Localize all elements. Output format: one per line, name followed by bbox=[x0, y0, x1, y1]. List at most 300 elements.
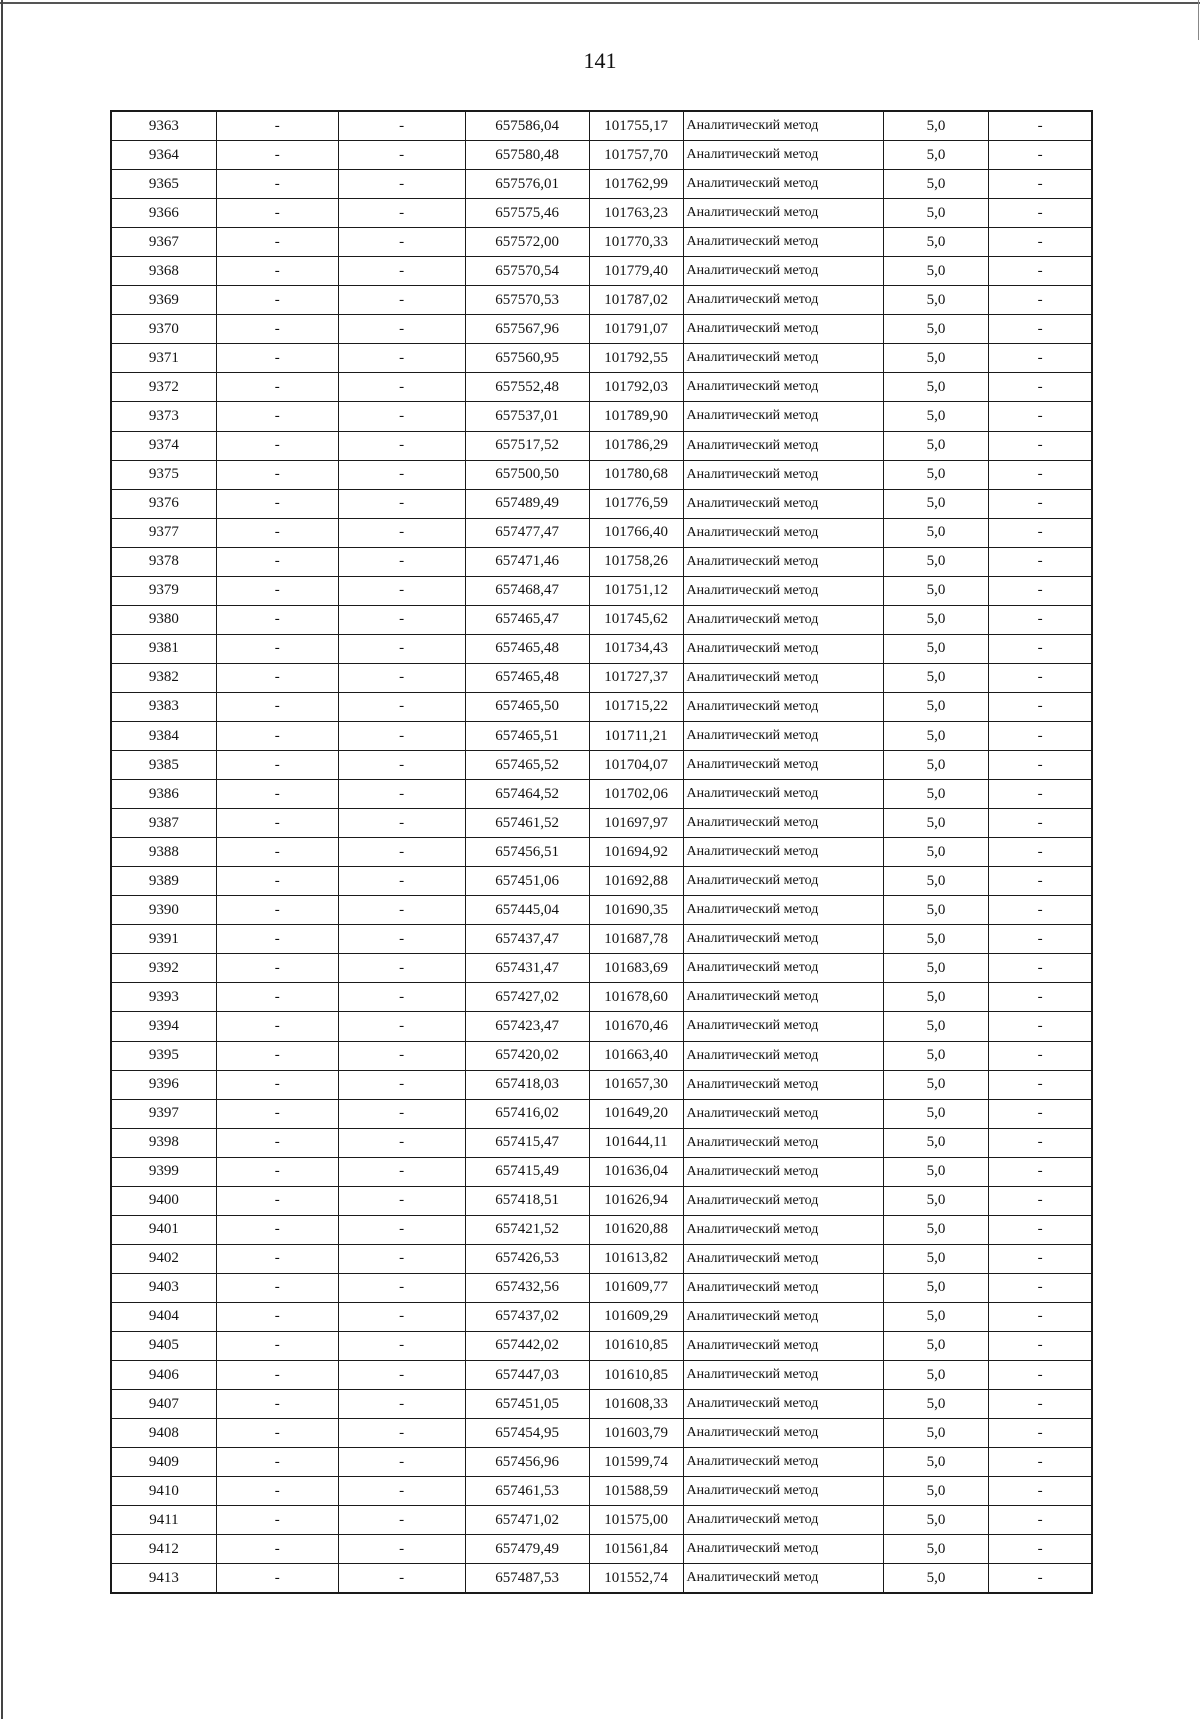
table-row bbox=[111, 1448, 1092, 1477]
accuracy-cell: 5,0 bbox=[883, 518, 988, 547]
point-number-cell: 9392 bbox=[111, 954, 216, 983]
empty-y-cell: - bbox=[338, 1535, 465, 1564]
method-cell: Аналитический метод bbox=[683, 576, 883, 605]
point-number-cell: 9395 bbox=[111, 1041, 216, 1070]
table-row bbox=[111, 983, 1092, 1012]
y-coordinate-cell: 101644,11 bbox=[589, 1128, 683, 1157]
empty-y-cell: - bbox=[338, 257, 465, 286]
x-coordinate-cell: 657421,52 bbox=[465, 1215, 589, 1244]
empty-y-cell: - bbox=[338, 663, 465, 692]
accuracy-cell: 5,0 bbox=[883, 751, 988, 780]
point-number-cell: 9388 bbox=[111, 838, 216, 867]
table-row bbox=[111, 1215, 1092, 1244]
point-number-cell: 9411 bbox=[111, 1506, 216, 1535]
y-coordinate-cell: 101678,60 bbox=[589, 983, 683, 1012]
accuracy-cell: 5,0 bbox=[883, 1273, 988, 1302]
point-number-cell: 9400 bbox=[111, 1186, 216, 1215]
point-number-cell: 9377 bbox=[111, 518, 216, 547]
accuracy-cell: 5,0 bbox=[883, 954, 988, 983]
y-coordinate-cell: 101649,20 bbox=[589, 1099, 683, 1128]
method-cell: Аналитический метод bbox=[683, 547, 883, 576]
method-cell: Аналитический метод bbox=[683, 751, 883, 780]
y-coordinate-cell: 101786,29 bbox=[589, 431, 683, 460]
empty-y-cell: - bbox=[338, 402, 465, 431]
table-row bbox=[111, 1012, 1092, 1041]
y-coordinate-cell: 101588,59 bbox=[589, 1477, 683, 1506]
empty-y-cell: - bbox=[338, 925, 465, 954]
accuracy-cell: 5,0 bbox=[883, 170, 988, 199]
method-cell: Аналитический метод bbox=[683, 1302, 883, 1331]
empty-x-cell: - bbox=[216, 199, 338, 228]
x-coordinate-cell: 657576,01 bbox=[465, 170, 589, 199]
empty-y-cell: - bbox=[338, 1070, 465, 1099]
y-coordinate-cell: 101599,74 bbox=[589, 1448, 683, 1477]
y-coordinate-cell: 101763,23 bbox=[589, 199, 683, 228]
y-coordinate-cell: 101791,07 bbox=[589, 315, 683, 344]
point-number-cell: 9386 bbox=[111, 780, 216, 809]
table-row bbox=[111, 1273, 1092, 1302]
table-row bbox=[111, 1070, 1092, 1099]
empty-y-cell: - bbox=[338, 489, 465, 518]
description-cell: - bbox=[989, 257, 1092, 286]
table-row bbox=[111, 1099, 1092, 1128]
description-cell: - bbox=[989, 605, 1092, 634]
method-cell: Аналитический метод bbox=[683, 838, 883, 867]
table-row bbox=[111, 634, 1092, 663]
empty-y-cell: - bbox=[338, 634, 465, 663]
x-coordinate-cell: 657465,50 bbox=[465, 692, 589, 721]
table-row bbox=[111, 867, 1092, 896]
empty-y-cell: - bbox=[338, 460, 465, 489]
empty-x-cell: - bbox=[216, 1128, 338, 1157]
y-coordinate-cell: 101779,40 bbox=[589, 257, 683, 286]
accuracy-cell: 5,0 bbox=[883, 896, 988, 925]
x-coordinate-cell: 657570,53 bbox=[465, 286, 589, 315]
x-coordinate-cell: 657461,52 bbox=[465, 809, 589, 838]
method-cell: Аналитический метод bbox=[683, 257, 883, 286]
x-coordinate-cell: 657420,02 bbox=[465, 1041, 589, 1070]
method-cell: Аналитический метод bbox=[683, 518, 883, 547]
x-coordinate-cell: 657468,47 bbox=[465, 576, 589, 605]
table-row bbox=[111, 809, 1092, 838]
y-coordinate-cell: 101552,74 bbox=[589, 1564, 683, 1594]
table-row bbox=[111, 344, 1092, 373]
table-body bbox=[111, 111, 1092, 1593]
table-row bbox=[111, 605, 1092, 634]
y-coordinate-cell: 101610,85 bbox=[589, 1331, 683, 1360]
y-coordinate-cell: 101751,12 bbox=[589, 576, 683, 605]
empty-y-cell: - bbox=[338, 1419, 465, 1448]
method-cell: Аналитический метод bbox=[683, 1186, 883, 1215]
accuracy-cell: 5,0 bbox=[883, 1215, 988, 1244]
empty-x-cell: - bbox=[216, 1535, 338, 1564]
accuracy-cell: 5,0 bbox=[883, 547, 988, 576]
y-coordinate-cell: 101694,92 bbox=[589, 838, 683, 867]
empty-x-cell: - bbox=[216, 751, 338, 780]
method-cell: Аналитический метод bbox=[683, 141, 883, 170]
accuracy-cell: 5,0 bbox=[883, 111, 988, 141]
table-row bbox=[111, 286, 1092, 315]
method-cell: Аналитический метод bbox=[683, 1390, 883, 1419]
empty-y-cell: - bbox=[338, 1215, 465, 1244]
method-cell: Аналитический метод bbox=[683, 1244, 883, 1273]
empty-x-cell: - bbox=[216, 402, 338, 431]
y-coordinate-cell: 101770,33 bbox=[589, 228, 683, 257]
accuracy-cell: 5,0 bbox=[883, 605, 988, 634]
empty-x-cell: - bbox=[216, 518, 338, 547]
method-cell: Аналитический метод bbox=[683, 780, 883, 809]
table-row bbox=[111, 925, 1092, 954]
description-cell: - bbox=[989, 1390, 1092, 1419]
table-row bbox=[111, 402, 1092, 431]
x-coordinate-cell: 657479,49 bbox=[465, 1535, 589, 1564]
description-cell: - bbox=[989, 1273, 1092, 1302]
y-coordinate-cell: 101561,84 bbox=[589, 1535, 683, 1564]
empty-x-cell: - bbox=[216, 315, 338, 344]
accuracy-cell: 5,0 bbox=[883, 576, 988, 605]
y-coordinate-cell: 101608,33 bbox=[589, 1390, 683, 1419]
accuracy-cell: 5,0 bbox=[883, 1477, 988, 1506]
y-coordinate-cell: 101690,35 bbox=[589, 896, 683, 925]
y-coordinate-cell: 101711,21 bbox=[589, 721, 683, 750]
accuracy-cell: 5,0 bbox=[883, 286, 988, 315]
empty-x-cell: - bbox=[216, 663, 338, 692]
empty-x-cell: - bbox=[216, 605, 338, 634]
table-row bbox=[111, 896, 1092, 925]
x-coordinate-cell: 657471,46 bbox=[465, 547, 589, 576]
table-row bbox=[111, 1535, 1092, 1564]
description-cell: - bbox=[989, 286, 1092, 315]
accuracy-cell: 5,0 bbox=[883, 1302, 988, 1331]
empty-x-cell: - bbox=[216, 344, 338, 373]
point-number-cell: 9413 bbox=[111, 1564, 216, 1594]
method-cell: Аналитический метод bbox=[683, 1506, 883, 1535]
table-row bbox=[111, 721, 1092, 750]
empty-x-cell: - bbox=[216, 1506, 338, 1535]
x-coordinate-cell: 657500,50 bbox=[465, 460, 589, 489]
x-coordinate-cell: 657416,02 bbox=[465, 1099, 589, 1128]
point-number-cell: 9410 bbox=[111, 1477, 216, 1506]
table-row bbox=[111, 663, 1092, 692]
point-number-cell: 9412 bbox=[111, 1535, 216, 1564]
empty-x-cell: - bbox=[216, 1012, 338, 1041]
x-coordinate-cell: 657465,52 bbox=[465, 751, 589, 780]
table-row bbox=[111, 1157, 1092, 1186]
method-cell: Аналитический метод bbox=[683, 1070, 883, 1099]
point-number-cell: 9407 bbox=[111, 1390, 216, 1419]
table-row bbox=[111, 692, 1092, 721]
description-cell: - bbox=[989, 373, 1092, 402]
x-coordinate-cell: 657575,46 bbox=[465, 199, 589, 228]
accuracy-cell: 5,0 bbox=[883, 1099, 988, 1128]
description-cell: - bbox=[989, 1244, 1092, 1273]
y-coordinate-cell: 101670,46 bbox=[589, 1012, 683, 1041]
y-coordinate-cell: 101663,40 bbox=[589, 1041, 683, 1070]
y-coordinate-cell: 101789,90 bbox=[589, 402, 683, 431]
empty-y-cell: - bbox=[338, 1564, 465, 1594]
empty-y-cell: - bbox=[338, 1361, 465, 1390]
accuracy-cell: 5,0 bbox=[883, 1390, 988, 1419]
description-cell: - bbox=[989, 809, 1092, 838]
description-cell: - bbox=[989, 663, 1092, 692]
empty-y-cell: - bbox=[338, 1244, 465, 1273]
empty-y-cell: - bbox=[338, 1041, 465, 1070]
table-row bbox=[111, 1419, 1092, 1448]
description-cell: - bbox=[989, 1535, 1092, 1564]
point-number-cell: 9401 bbox=[111, 1215, 216, 1244]
point-number-cell: 9391 bbox=[111, 925, 216, 954]
empty-x-cell: - bbox=[216, 1419, 338, 1448]
point-number-cell: 9369 bbox=[111, 286, 216, 315]
empty-y-cell: - bbox=[338, 1012, 465, 1041]
description-cell: - bbox=[989, 576, 1092, 605]
x-coordinate-cell: 657456,96 bbox=[465, 1448, 589, 1477]
method-cell: Аналитический метод bbox=[683, 286, 883, 315]
empty-x-cell: - bbox=[216, 721, 338, 750]
x-coordinate-cell: 657415,49 bbox=[465, 1157, 589, 1186]
empty-y-cell: - bbox=[338, 576, 465, 605]
accuracy-cell: 5,0 bbox=[883, 983, 988, 1012]
table-row bbox=[111, 199, 1092, 228]
accuracy-cell: 5,0 bbox=[883, 1128, 988, 1157]
empty-x-cell: - bbox=[216, 1477, 338, 1506]
point-number-cell: 9404 bbox=[111, 1302, 216, 1331]
empty-x-cell: - bbox=[216, 111, 338, 141]
table-row bbox=[111, 954, 1092, 983]
empty-y-cell: - bbox=[338, 199, 465, 228]
y-coordinate-cell: 101613,82 bbox=[589, 1244, 683, 1273]
empty-y-cell: - bbox=[338, 344, 465, 373]
table-row bbox=[111, 1041, 1092, 1070]
empty-x-cell: - bbox=[216, 1099, 338, 1128]
empty-x-cell: - bbox=[216, 954, 338, 983]
empty-y-cell: - bbox=[338, 1302, 465, 1331]
point-number-cell: 9379 bbox=[111, 576, 216, 605]
y-coordinate-cell: 101626,94 bbox=[589, 1186, 683, 1215]
x-coordinate-cell: 657432,56 bbox=[465, 1273, 589, 1302]
empty-y-cell: - bbox=[338, 838, 465, 867]
table-row bbox=[111, 228, 1092, 257]
method-cell: Аналитический метод bbox=[683, 1215, 883, 1244]
y-coordinate-cell: 101787,02 bbox=[589, 286, 683, 315]
accuracy-cell: 5,0 bbox=[883, 634, 988, 663]
point-number-cell: 9364 bbox=[111, 141, 216, 170]
x-coordinate-cell: 657451,05 bbox=[465, 1390, 589, 1419]
accuracy-cell: 5,0 bbox=[883, 1157, 988, 1186]
description-cell: - bbox=[989, 780, 1092, 809]
empty-y-cell: - bbox=[338, 605, 465, 634]
y-coordinate-cell: 101702,06 bbox=[589, 780, 683, 809]
point-number-cell: 9406 bbox=[111, 1361, 216, 1390]
empty-x-cell: - bbox=[216, 373, 338, 402]
empty-y-cell: - bbox=[338, 867, 465, 896]
table-row bbox=[111, 751, 1092, 780]
description-cell: - bbox=[989, 228, 1092, 257]
x-coordinate-cell: 657418,03 bbox=[465, 1070, 589, 1099]
x-coordinate-cell: 657580,48 bbox=[465, 141, 589, 170]
scan-edge-right bbox=[1198, 0, 1199, 40]
empty-x-cell: - bbox=[216, 576, 338, 605]
empty-y-cell: - bbox=[338, 1157, 465, 1186]
empty-x-cell: - bbox=[216, 983, 338, 1012]
x-coordinate-cell: 657552,48 bbox=[465, 373, 589, 402]
empty-x-cell: - bbox=[216, 489, 338, 518]
method-cell: Аналитический метод bbox=[683, 1273, 883, 1302]
page-number: 141 bbox=[583, 48, 617, 73]
empty-x-cell: - bbox=[216, 141, 338, 170]
x-coordinate-cell: 657465,51 bbox=[465, 721, 589, 750]
description-cell: - bbox=[989, 838, 1092, 867]
point-number-cell: 9363 bbox=[111, 111, 216, 141]
empty-y-cell: - bbox=[338, 983, 465, 1012]
accuracy-cell: 5,0 bbox=[883, 402, 988, 431]
description-cell: - bbox=[989, 1361, 1092, 1390]
method-cell: Аналитический метод bbox=[683, 402, 883, 431]
empty-y-cell: - bbox=[338, 547, 465, 576]
table-row bbox=[111, 1390, 1092, 1419]
x-coordinate-cell: 657489,49 bbox=[465, 489, 589, 518]
method-cell: Аналитический метод bbox=[683, 983, 883, 1012]
empty-y-cell: - bbox=[338, 518, 465, 547]
y-coordinate-cell: 101727,37 bbox=[589, 663, 683, 692]
description-cell: - bbox=[989, 1506, 1092, 1535]
x-coordinate-cell: 657465,48 bbox=[465, 663, 589, 692]
y-coordinate-cell: 101757,70 bbox=[589, 141, 683, 170]
empty-y-cell: - bbox=[338, 1448, 465, 1477]
description-cell: - bbox=[989, 896, 1092, 925]
point-number-cell: 9389 bbox=[111, 867, 216, 896]
empty-x-cell: - bbox=[216, 460, 338, 489]
empty-y-cell: - bbox=[338, 111, 465, 141]
y-coordinate-cell: 101776,59 bbox=[589, 489, 683, 518]
empty-x-cell: - bbox=[216, 867, 338, 896]
method-cell: Аналитический метод bbox=[683, 1477, 883, 1506]
point-number-cell: 9378 bbox=[111, 547, 216, 576]
accuracy-cell: 5,0 bbox=[883, 257, 988, 286]
point-number-cell: 9394 bbox=[111, 1012, 216, 1041]
empty-x-cell: - bbox=[216, 1448, 338, 1477]
x-coordinate-cell: 657423,47 bbox=[465, 1012, 589, 1041]
table-row bbox=[111, 576, 1092, 605]
table-row bbox=[111, 1506, 1092, 1535]
table-row bbox=[111, 111, 1092, 141]
x-coordinate-cell: 657454,95 bbox=[465, 1419, 589, 1448]
y-coordinate-cell: 101609,29 bbox=[589, 1302, 683, 1331]
x-coordinate-cell: 657451,06 bbox=[465, 867, 589, 896]
description-cell: - bbox=[989, 1012, 1092, 1041]
description-cell: - bbox=[989, 1564, 1092, 1594]
description-cell: - bbox=[989, 315, 1092, 344]
description-cell: - bbox=[989, 867, 1092, 896]
x-coordinate-cell: 657431,47 bbox=[465, 954, 589, 983]
table-row bbox=[111, 373, 1092, 402]
description-cell: - bbox=[989, 1448, 1092, 1477]
table-row bbox=[111, 547, 1092, 576]
empty-y-cell: - bbox=[338, 431, 465, 460]
point-number-cell: 9384 bbox=[111, 721, 216, 750]
accuracy-cell: 5,0 bbox=[883, 1244, 988, 1273]
y-coordinate-cell: 101762,99 bbox=[589, 170, 683, 199]
point-number-cell: 9396 bbox=[111, 1070, 216, 1099]
method-cell: Аналитический метод bbox=[683, 170, 883, 199]
empty-y-cell: - bbox=[338, 1273, 465, 1302]
method-cell: Аналитический метод bbox=[683, 199, 883, 228]
x-coordinate-cell: 657426,53 bbox=[465, 1244, 589, 1273]
x-coordinate-cell: 657456,51 bbox=[465, 838, 589, 867]
empty-y-cell: - bbox=[338, 721, 465, 750]
description-cell: - bbox=[989, 983, 1092, 1012]
y-coordinate-cell: 101610,85 bbox=[589, 1361, 683, 1390]
y-coordinate-cell: 101620,88 bbox=[589, 1215, 683, 1244]
empty-y-cell: - bbox=[338, 1390, 465, 1419]
y-coordinate-cell: 101697,97 bbox=[589, 809, 683, 838]
empty-x-cell: - bbox=[216, 1215, 338, 1244]
table-row bbox=[111, 431, 1092, 460]
empty-y-cell: - bbox=[338, 1128, 465, 1157]
x-coordinate-cell: 657465,48 bbox=[465, 634, 589, 663]
x-coordinate-cell: 657461,53 bbox=[465, 1477, 589, 1506]
description-cell: - bbox=[989, 1070, 1092, 1099]
description-cell: - bbox=[989, 1331, 1092, 1360]
accuracy-cell: 5,0 bbox=[883, 692, 988, 721]
point-number-cell: 9375 bbox=[111, 460, 216, 489]
y-coordinate-cell: 101657,30 bbox=[589, 1070, 683, 1099]
accuracy-cell: 5,0 bbox=[883, 1070, 988, 1099]
empty-y-cell: - bbox=[338, 141, 465, 170]
description-cell: - bbox=[989, 402, 1092, 431]
table-row bbox=[111, 170, 1092, 199]
point-number-cell: 9381 bbox=[111, 634, 216, 663]
point-number-cell: 9367 bbox=[111, 228, 216, 257]
description-cell: - bbox=[989, 1419, 1092, 1448]
accuracy-cell: 5,0 bbox=[883, 663, 988, 692]
point-number-cell: 9409 bbox=[111, 1448, 216, 1477]
description-cell: - bbox=[989, 1215, 1092, 1244]
table-row bbox=[111, 460, 1092, 489]
table-row bbox=[111, 1477, 1092, 1506]
empty-y-cell: - bbox=[338, 954, 465, 983]
table-row bbox=[111, 1564, 1092, 1594]
point-number-cell: 9393 bbox=[111, 983, 216, 1012]
accuracy-cell: 5,0 bbox=[883, 373, 988, 402]
empty-x-cell: - bbox=[216, 170, 338, 199]
accuracy-cell: 5,0 bbox=[883, 431, 988, 460]
method-cell: Аналитический метод bbox=[683, 1361, 883, 1390]
description-cell: - bbox=[989, 634, 1092, 663]
empty-x-cell: - bbox=[216, 1186, 338, 1215]
method-cell: Аналитический метод bbox=[683, 1128, 883, 1157]
y-coordinate-cell: 101603,79 bbox=[589, 1419, 683, 1448]
accuracy-cell: 5,0 bbox=[883, 344, 988, 373]
method-cell: Аналитический метод bbox=[683, 809, 883, 838]
method-cell: Аналитический метод bbox=[683, 867, 883, 896]
x-coordinate-cell: 657517,52 bbox=[465, 431, 589, 460]
empty-x-cell: - bbox=[216, 896, 338, 925]
accuracy-cell: 5,0 bbox=[883, 721, 988, 750]
x-coordinate-cell: 657465,47 bbox=[465, 605, 589, 634]
x-coordinate-cell: 657427,02 bbox=[465, 983, 589, 1012]
x-coordinate-cell: 657418,51 bbox=[465, 1186, 589, 1215]
description-cell: - bbox=[989, 1041, 1092, 1070]
description-cell: - bbox=[989, 1157, 1092, 1186]
x-coordinate-cell: 657471,02 bbox=[465, 1506, 589, 1535]
y-coordinate-cell: 101692,88 bbox=[589, 867, 683, 896]
point-number-cell: 9366 bbox=[111, 199, 216, 228]
method-cell: Аналитический метод bbox=[683, 1564, 883, 1594]
point-number-cell: 9365 bbox=[111, 170, 216, 199]
x-coordinate-cell: 657586,04 bbox=[465, 111, 589, 141]
method-cell: Аналитический метод bbox=[683, 721, 883, 750]
